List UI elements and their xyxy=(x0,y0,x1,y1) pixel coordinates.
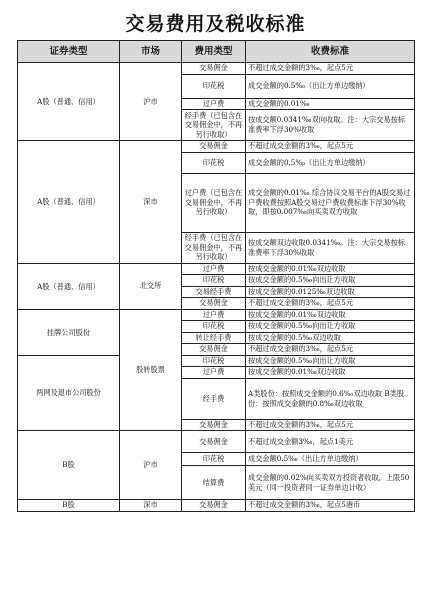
fee-type-cell: 交易佣金 xyxy=(182,500,246,512)
fee-standard-cell: 不超过成交金额3‰，起点1美元 xyxy=(246,431,415,453)
security-type-cell: 挂牌公司股份 xyxy=(18,309,120,355)
table-row xyxy=(18,263,415,275)
fee-type-cell: 印花税 xyxy=(182,355,246,367)
fee-standard-cell: 按成交金额的0.0125‰双边收取 xyxy=(246,286,415,298)
fee-standard-cell: 按成交金额的0.5‰向出让方收取 xyxy=(246,355,415,367)
table-row xyxy=(18,500,415,512)
fee-type-cell: 交易经手费 xyxy=(182,286,246,298)
fee-type-cell: 结算费 xyxy=(182,466,246,500)
fee-standard-cell: 按成交金额的0.5‰向出让方收取 xyxy=(246,275,415,287)
fee-standard-cell: 按成交额双边收取0.0341‰。注：大宗交易按标准费率下浮30%收取 xyxy=(246,232,415,263)
fee-table xyxy=(17,40,415,512)
fee-standard-cell: 成交金额的0.01‰ 综合协议交易平台的A股交易过户费收费按照A股交易过户费收费标准下浮30%收取，即按0.007‰向买卖双方收取 xyxy=(246,173,415,232)
market-cell: 深市 xyxy=(120,500,182,512)
table-row xyxy=(18,431,415,453)
security-type-cell: A股（普通、信用） xyxy=(18,263,120,309)
fee-type-cell: 交易佣金 xyxy=(182,298,246,310)
fee-type-cell: 过户费 xyxy=(182,309,246,321)
header-market: 市场 xyxy=(120,41,182,63)
fee-type-cell: 印花税 xyxy=(182,275,246,287)
fee-standard-cell: 按成交金额的0.5‰双边收取 xyxy=(246,332,415,344)
fee-standard-cell: 不超过成交金额的3‰，起点5元 xyxy=(246,63,415,75)
fee-standard-cell: 不超过成交金额的3‰，起点5元 xyxy=(246,298,415,310)
security-type-cell: A股（普通、信用） xyxy=(18,63,120,141)
fee-type-cell: 过户费 xyxy=(182,367,246,379)
header-fee-type: 费用类型 xyxy=(182,41,246,63)
fee-type-cell: 交易佣金 xyxy=(182,344,246,356)
fee-standard-cell: 按成交金额的0.01‰双边收取 xyxy=(246,309,415,321)
fee-type-cell: 交易佣金 xyxy=(182,431,246,453)
security-type-cell: B股 xyxy=(18,431,120,500)
fee-standard-cell: 成交金额0.5‰（出让方单边缴纳） xyxy=(246,453,415,466)
fee-type-cell: 过户费 xyxy=(182,263,246,275)
market-cell: 股转股票 xyxy=(120,309,182,431)
fee-standard-cell: 成交金额的0.5‰（出让方单边缴纳） xyxy=(246,152,415,173)
fee-standard-cell: 不超过成交金额的3‰，起点5港币 xyxy=(246,500,415,512)
table-row xyxy=(18,141,415,153)
fee-type-cell: 交易佣金 xyxy=(182,141,246,153)
fee-type-cell: 印花税 xyxy=(182,453,246,466)
table-row xyxy=(18,63,415,75)
market-cell: 北交所 xyxy=(120,263,182,309)
fee-standard-cell: 按成交金额的0.01‰双边收取 xyxy=(246,367,415,379)
market-cell: 沪市 xyxy=(120,63,182,141)
fee-standard-cell: A类股份：按照成交金额的0.6‰双边收取 B类股份：按照成交金额的0.8‰双边收取 xyxy=(246,378,415,419)
fee-standard-cell: 不超过成交金额的3‰，起点5元 xyxy=(246,344,415,356)
fee-standard-cell: 成交金额的0.5‰（出让方单边缴纳） xyxy=(246,74,415,98)
fee-type-cell: 印花税 xyxy=(182,152,246,173)
table-row xyxy=(18,355,415,367)
market-cell: 沪市 xyxy=(120,431,182,500)
fee-standard-cell: 按成交金额的0.5‰向出让方收取 xyxy=(246,321,415,333)
fee-standard-cell: 不超过成交金额的3‰，起点5元 xyxy=(246,419,415,431)
fee-type-cell: 印花税 xyxy=(182,74,246,98)
table-row xyxy=(18,309,415,321)
fee-type-cell: 转让经手费 xyxy=(182,332,246,344)
market-cell: 深市 xyxy=(120,141,182,264)
security-type-cell: 两网及退市公司股份 xyxy=(18,355,120,431)
fee-type-cell: 印花税 xyxy=(182,321,246,333)
fee-type-cell: 交易佣金 xyxy=(182,419,246,431)
page-title: 交易费用及税收标准 xyxy=(125,13,306,35)
fee-type-cell: 过户费（已包含在交易佣金中，不再另行收取） xyxy=(182,173,246,232)
fee-standard-cell: 按成交金额的0.01‰双边收取 xyxy=(246,263,415,275)
fee-type-cell: 经手费（已包含在交易佣金中，不再另行收取） xyxy=(182,110,246,141)
fee-standard-cell: 成交金额的0.01‰ xyxy=(246,98,415,110)
security-type-cell: B股 xyxy=(18,500,120,512)
fee-type-cell: 过户费 xyxy=(182,98,246,110)
header-security-type: 证券类型 xyxy=(18,41,120,63)
fee-standard-cell: 成交金额的0.02%向买卖双方投资者收取，上限50美元（同一投资者同一证券单边计收） xyxy=(246,466,415,500)
header-fee-standard: 收费标准 xyxy=(246,41,415,63)
security-type-cell: A股（普通、信用） xyxy=(18,141,120,264)
table-header-row xyxy=(18,41,415,63)
fee-standard-cell: 不超过成交金额的3‰，起点5元 xyxy=(246,141,415,153)
fee-type-cell: 交易佣金 xyxy=(182,63,246,75)
fee-type-cell: 经手费 xyxy=(182,378,246,419)
fee-type-cell: 经手费（已包含在交易佣金中，不再另行收取） xyxy=(182,232,246,263)
fee-standard-cell: 按成交额0.0341‰双向收取。注：大宗交易按标准费率下浮30%收取 xyxy=(246,110,415,141)
